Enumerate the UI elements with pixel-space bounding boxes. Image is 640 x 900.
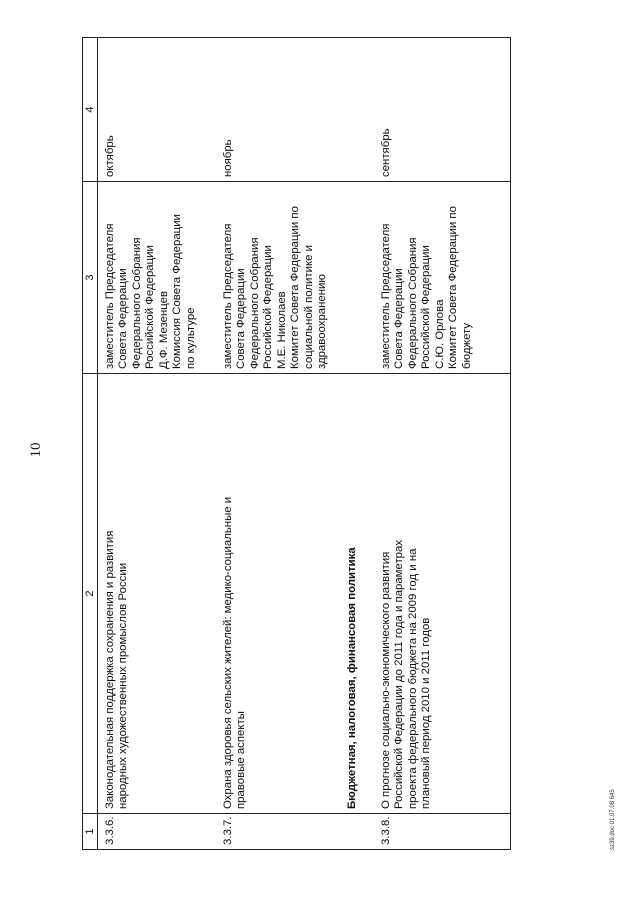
item-responsible (98, 182, 217, 374)
item-title (216, 374, 342, 814)
responsible-line: Совета Федерации (235, 268, 248, 369)
item-title (374, 374, 511, 814)
responsible-line: Федерального Собрания (130, 237, 143, 369)
plan-table (82, 37, 511, 850)
header-col-3: 3 (83, 182, 98, 374)
responsible-line: заместитель Председателя (104, 223, 116, 369)
header-col-1: 1 (83, 814, 98, 850)
title-line: правовые аспекты (235, 711, 248, 809)
responsible-line: заместитель Председателя (380, 223, 392, 369)
header-col-2: 2 (83, 374, 98, 814)
title-line: О прогнозе социально-экономического развития (380, 551, 392, 809)
footer-file-info: sz39.doc 01.07.08 645 (610, 789, 616, 850)
title-line: Охрана здоровья сельских жителей: медико-социальные и (222, 496, 234, 809)
responsible-line: Комитет Совета Федерации по (289, 206, 302, 369)
item-number: 3.3.6. (98, 814, 217, 850)
page-number: 10 (28, 442, 44, 458)
responsible-line: С.Ю. Орлова (433, 299, 446, 369)
title-line: Российской Федерации до 2011 года и параметрах (393, 539, 406, 809)
header-row (83, 38, 98, 850)
item-term: ноябрь (216, 38, 342, 182)
responsible-line: Комиссия Совета Федерации (171, 214, 184, 369)
header-col-4: 4 (83, 38, 98, 182)
section-row (342, 38, 374, 850)
item-responsible (216, 182, 342, 374)
responsible-line: по культуре (184, 307, 197, 369)
item-term: октябрь (98, 38, 217, 182)
section-title: Бюджетная, налоговая, финансовая политика (342, 374, 374, 814)
responsible-line: социальной политике и (302, 245, 315, 369)
responsible-line: Комитет Совета Федерации по (447, 206, 460, 369)
item-responsible (374, 182, 511, 374)
responsible-line: Федерального Собрания (406, 237, 419, 369)
responsible-line: Совета Федерации (117, 268, 130, 369)
responsible-line: заместитель Председателя (222, 223, 234, 369)
responsible-line: Российской Федерации (144, 245, 157, 369)
item-number: 3.3.8. (374, 814, 511, 850)
responsible-line: Д.Ф. Мезенцев (157, 290, 170, 369)
section-spacer (342, 182, 374, 374)
item-term: сентябрь (374, 38, 511, 182)
responsible-line: бюджету (460, 322, 473, 369)
section-spacer (342, 38, 374, 182)
responsible-line: Совета Федерации (393, 268, 406, 369)
responsible-line: Российской Федерации (420, 245, 433, 369)
table-row (374, 38, 511, 850)
title-line: плановый период 2010 и 2011 годов (420, 617, 433, 809)
section-spacer (342, 814, 374, 850)
table-row (216, 38, 342, 850)
responsible-line: Российской Федерации (262, 245, 275, 369)
title-line: проекта федерального бюджета на 2009 год и на (406, 548, 419, 809)
responsible-line: Федерального Собрания (248, 237, 261, 369)
title-line: народных художественных промыслов России (117, 562, 130, 809)
responsible-line: М.Е. Николаев (275, 291, 288, 369)
item-number: 3.3.7. (216, 814, 342, 850)
responsible-line: здравоохранению (316, 274, 329, 369)
title-line: Законодательная поддержка сохранения и развития (104, 530, 116, 809)
item-title (98, 374, 217, 814)
table-row (98, 38, 217, 850)
